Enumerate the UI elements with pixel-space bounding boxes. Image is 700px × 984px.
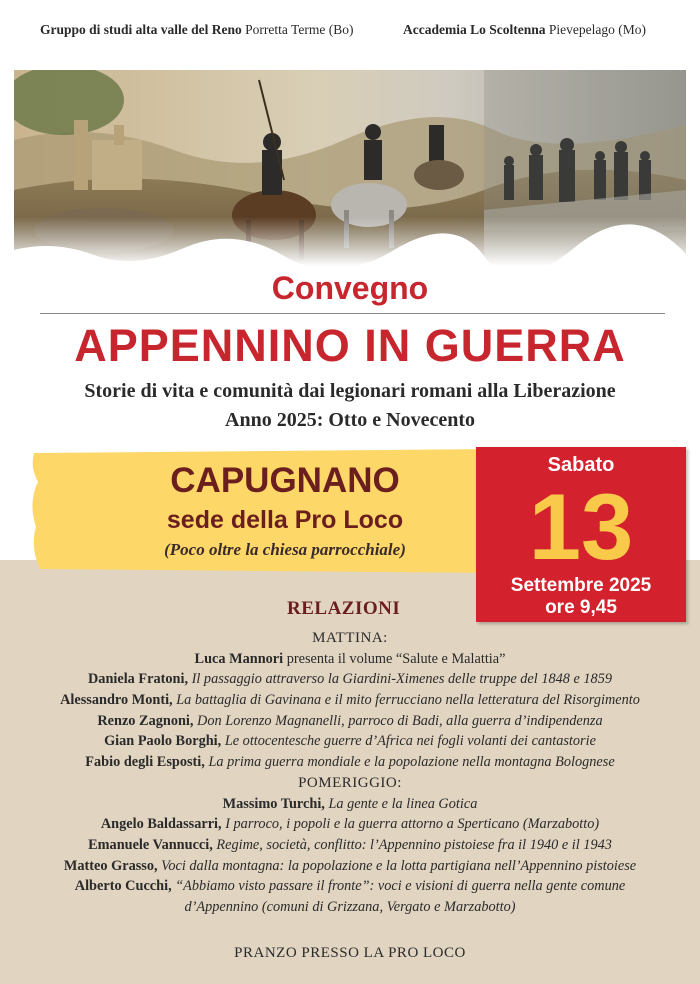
list-item <box>0 835 700 856</box>
event-title: APPENNINO IN GUERRA <box>74 320 626 371</box>
speaker-name: Matteo Grasso, <box>63 857 158 874</box>
talk-title: Regime, società, conflitto: l’Appennino pistoiese fra il 1940 e il 1943 <box>216 836 612 853</box>
talk-title: La battaglia di Gavinana e il mito ferrucciano nella letteratura del Risorgimento <box>176 692 640 709</box>
speaker-name: Renzo Zagnoni, <box>97 712 194 729</box>
afternoon-label: POMERIGGIO: <box>298 774 402 791</box>
talk-title-continuation: d’Appennino (comuni di Grizzana, Vergato e Marzabotto) <box>184 898 516 915</box>
organizer-left-name: Gruppo di studi alta valle del Reno <box>40 22 242 37</box>
organizer-left <box>40 22 353 38</box>
speaker-name: Gian Paolo Borghi, <box>104 733 222 750</box>
list-item <box>0 876 700 897</box>
list-item <box>0 856 700 877</box>
organizer-right-name: Accademia Lo Scoltenna <box>403 22 546 37</box>
program-list <box>0 628 700 918</box>
speaker-name: Alessandro Monti, <box>60 692 173 709</box>
list-item <box>0 794 700 815</box>
talk-title: Il passaggio attraverso la Giardini-Ximenes delle truppe del 1848 e 1859 <box>191 671 613 688</box>
morning-label: MATTINA: <box>312 630 388 646</box>
speaker-name: Fabio degli Esposti, <box>85 754 205 771</box>
organizers-header <box>0 0 700 60</box>
organizer-right <box>403 22 646 38</box>
list-item <box>0 690 700 711</box>
talk-title: “Salute e Malattia” <box>395 650 506 667</box>
talk-title: “Abbiamo visto passare il fronte”: voci e visioni di guerra nella gente comune <box>175 878 626 895</box>
date-month-year: Settembre 2025 <box>510 575 652 596</box>
speaker-name: Daniela Fratoni, <box>87 671 189 688</box>
talk-title: La gente e la linea Gotica <box>328 795 478 812</box>
list-item <box>0 752 700 773</box>
speaker-name: Emanuele Vannucci, <box>88 836 213 853</box>
talk-title: Don Lorenzo Magnanelli, parroco di Badi, alla guerra d’indipendenza <box>197 712 603 729</box>
list-item <box>0 649 700 670</box>
list-item <box>0 711 700 732</box>
date-time: ore 9,45 <box>545 597 617 618</box>
venue-note: (Poco oltre la chiesa parrocchiale) <box>164 540 406 559</box>
date-weekday: Sabato <box>547 454 615 476</box>
venue-subtitle: sede della Pro Loco <box>166 506 404 534</box>
event-subtitle: Storie di vita e comunità dai legionari romani alla Liberazione <box>84 380 616 402</box>
hero-illustration <box>14 70 686 266</box>
speaker-name: Massimo Turchi, <box>222 795 325 812</box>
event-type: Convegno <box>271 270 429 306</box>
venue-name: CAPUGNANO <box>170 461 400 500</box>
lunch-note: PRANZO PRESSO LA PRO LOCO <box>234 945 466 961</box>
list-item-continuation <box>0 897 700 918</box>
program-heading: RELAZIONI <box>287 598 401 619</box>
speaker-name: Luca Mannori <box>194 650 284 667</box>
list-item <box>0 731 700 752</box>
talk-title: Voci dalla montagna: la popolazione e la lotta partigiana nell’Appennino pistoiese <box>161 857 637 874</box>
talk-title: La prima guerra mondiale e la popolazione nella montagna Bolognese <box>208 754 615 771</box>
list-item <box>0 669 700 690</box>
talk-title: I parroco, i popoli e la guerra attorno a Sperticano (Marzabotto) <box>225 816 600 833</box>
title-divider <box>40 313 665 314</box>
talk-title: Le ottocentesche guerre d’Africa nei fogli volanti dei cantastorie <box>224 733 596 750</box>
list-item <box>0 814 700 835</box>
organizer-right-place: Pievepelago (Mo) <box>548 22 646 37</box>
date-box <box>476 447 686 622</box>
organizer-left-place: Porretta Terme (Bo) <box>245 22 354 37</box>
talk-connector: presenta il volume <box>283 650 396 667</box>
date-day: 13 <box>528 474 634 579</box>
event-year-line: Anno 2025: Otto e Novecento <box>225 409 475 431</box>
speaker-name: Alberto Cucchi, <box>74 878 172 895</box>
speaker-name: Angelo Baldassarri, <box>100 816 222 833</box>
